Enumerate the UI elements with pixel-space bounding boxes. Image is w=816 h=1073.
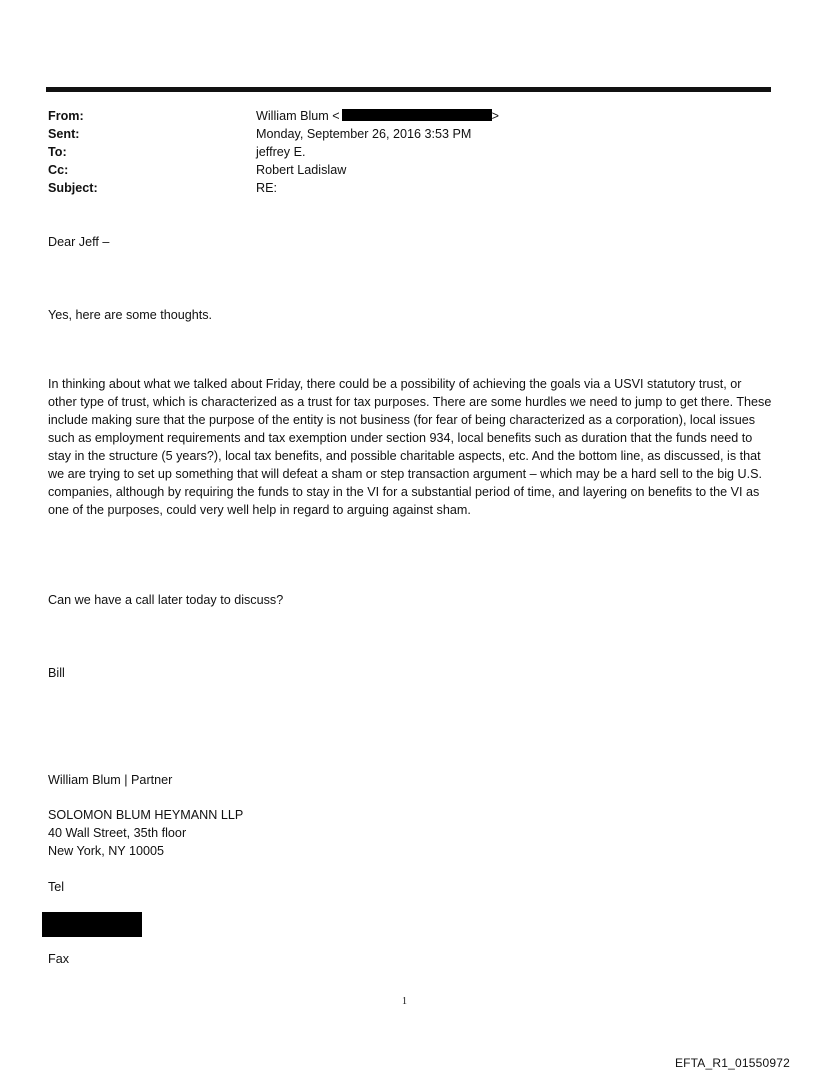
subject-label: Subject: — [48, 181, 98, 195]
from-value — [256, 107, 499, 125]
signature-tel-label: Tel — [48, 880, 65, 894]
cc-value: Robert Ladislaw — [256, 163, 347, 177]
signature-fax-label: Fax — [48, 952, 69, 966]
signature-name-title: William Blum | Partner — [48, 773, 173, 787]
signature-address-2: New York, NY 10005 — [48, 844, 164, 858]
sent-label: Sent: — [48, 127, 80, 141]
sent-row — [48, 125, 748, 143]
main-paragraph: In thinking about what we talked about Friday, there could be a possibility of achieving the goals via a USVI statutory trust, or other type of trust, which is characterized as a trust for tax purposes. There are some hurdles we need to jump to get there. These include making sure that the purpose of the entity is not business (for fear of being characterized as a corporation), local issues such as employment requirements and tax exemption under section 934, local benefits such as duration that the funds need to stay in the structure (5 years?), local tax benefits, and possible charitable aspects, etc. And the bottom line, as discussed, is that we are trying to set up something that will defeat a sham or step transaction argument – which may be a hard sell to the big U.S. companies, although by requiring the funds to stay in the VI for a substantial period of time, and layering on benefits to the VI as one of the purposes, could very well help in regard to arguing against sham. — [48, 377, 772, 517]
signature-address-1: 40 Wall Street, 35th floor — [48, 826, 187, 840]
from-close: > — [491, 109, 499, 123]
document-id: EFTA_R1_01550972 — [674, 1056, 790, 1070]
cc-label: Cc: — [48, 163, 69, 177]
to-label: To: — [48, 145, 67, 159]
from-row — [48, 107, 748, 125]
from-name: William Blum < — [256, 109, 340, 123]
question-line: Can we have a call later today to discuss? — [48, 593, 284, 607]
header-rule — [46, 87, 771, 92]
from-label: From: — [48, 109, 84, 123]
cc-row — [48, 161, 748, 179]
redacted-phone — [42, 912, 142, 937]
subject-value: RE: — [256, 181, 277, 195]
subject-row — [48, 179, 748, 197]
redacted-email — [342, 109, 492, 121]
intro-line: Yes, here are some thoughts. — [48, 308, 213, 322]
to-value: jeffrey E. — [256, 145, 306, 159]
signature-firm: SOLOMON BLUM HEYMANN LLP — [48, 808, 244, 822]
to-row — [48, 143, 748, 161]
signoff: Bill — [48, 666, 65, 680]
greeting: Dear Jeff – — [48, 235, 110, 249]
page-number: 1 — [402, 996, 407, 1007]
sent-value: Monday, September 26, 2016 3:53 PM — [256, 127, 472, 141]
